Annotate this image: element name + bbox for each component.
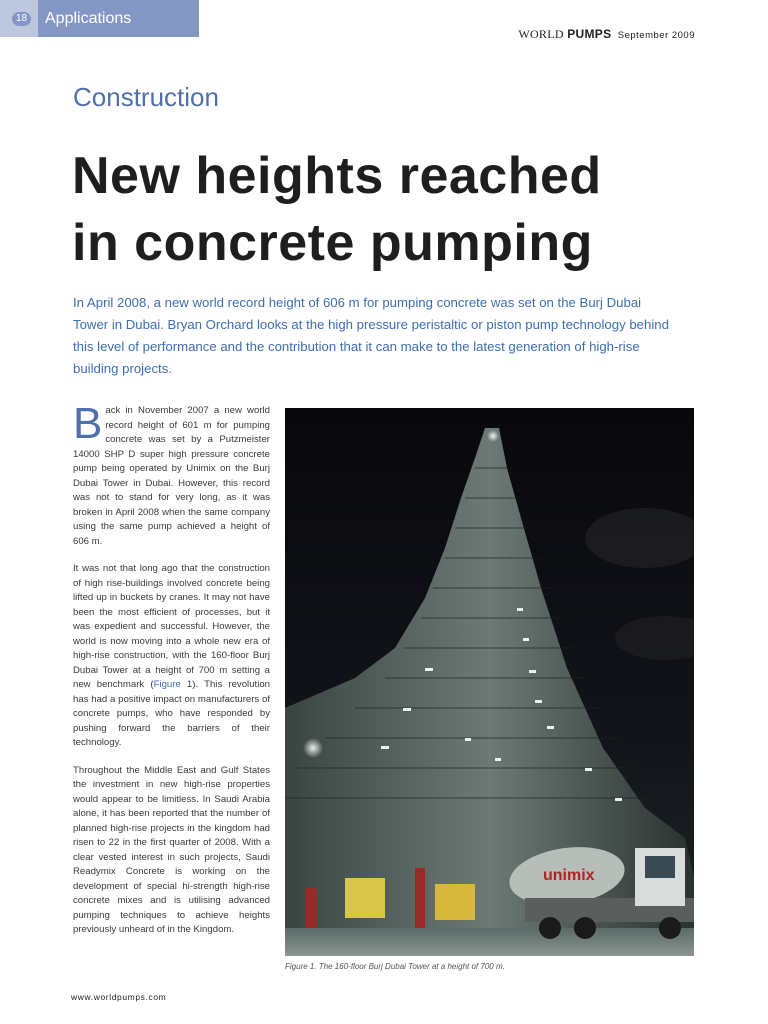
article-standfirst: In April 2008, a new world record height of 606 m for pumping concrete was set on the Burj Dubai Tower in Dubai. Bryan Orchard looks at the high pressure peristaltic or piston pump technology behind this level of performance and the contribution that it can make to the latest generation of high-rise building projects.	[73, 295, 669, 376]
page-number: 18	[12, 12, 31, 26]
section-tab	[0, 0, 199, 37]
truck-logo: unimix	[543, 867, 595, 884]
article-headline	[72, 143, 712, 277]
paragraph-3: Throughout the Middle East and Gulf States the investment in new high-rise properties would appear to be limitless. In Saudi Arabia alone, it has been reported that the number of planned high-rise projects in the kingdom had risen to 22 in the first quarter of 2008. With a clear vested interest in such projects, Saudi Readymix Concrete is working on the development of special hi-strength high-rise concrete mixes and is utilising advanced pumping techniques to achieve heights previously unheard of in the Kingdom.	[73, 764, 270, 935]
footer-url[interactable]: www.worldpumps.com	[71, 992, 167, 1002]
paragraph-2-text-b: 1). This revolution has had a positive impact on manufacturers of concrete pumps, who have responded by pushing forward the barriers of their technology.	[73, 679, 270, 748]
paragraph-2	[73, 562, 270, 751]
photo-illustration	[285, 408, 694, 956]
masthead	[518, 27, 695, 42]
paragraph-2-text-a: It was not that long ago that the construction of high rise-buildings involved concrete being lifted up in buckets by cranes. It may not have been the most efficient of processes, but it was expedient and successful. However, the world is now moving into a whole new era of high-rise construction, with the 160-floor Burj Dubai Tower at a height of 700 m setting a new benchmark (	[73, 563, 270, 690]
drop-cap: B	[73, 399, 103, 448]
article-category: Construction	[73, 82, 219, 112]
figure-link[interactable]: Figure	[153, 679, 181, 690]
section-label: Applications	[45, 9, 132, 27]
figure-caption: Figure 1. The 160-floor Burj Dubai Tower at a height of 700 m.	[285, 962, 505, 971]
burj-dubai-photo	[285, 408, 694, 956]
headline-line-2: in concrete pumping	[72, 214, 593, 272]
headline-line-1: New heights reached	[72, 147, 602, 205]
magazine-name-world: WORLD	[518, 27, 564, 41]
issue-date: September 2009	[617, 30, 695, 41]
magazine-name-pumps: PUMPS	[567, 27, 612, 41]
paragraph-1	[73, 399, 270, 549]
paragraph-1-text: ack in November 2007 a new world record height of 601 m for pumping concrete was set by a Putzmeister 14000 SHP D super high pressure concrete pump being operated by Unimix on the Burj Dubai Tower in Dubai. However, this record was not to stand for very long, as it was broken in April 2008 when the same company using the same pump achieved a height of 606 m.	[73, 405, 270, 547]
page-number-box	[0, 0, 38, 37]
article-body	[73, 399, 270, 951]
